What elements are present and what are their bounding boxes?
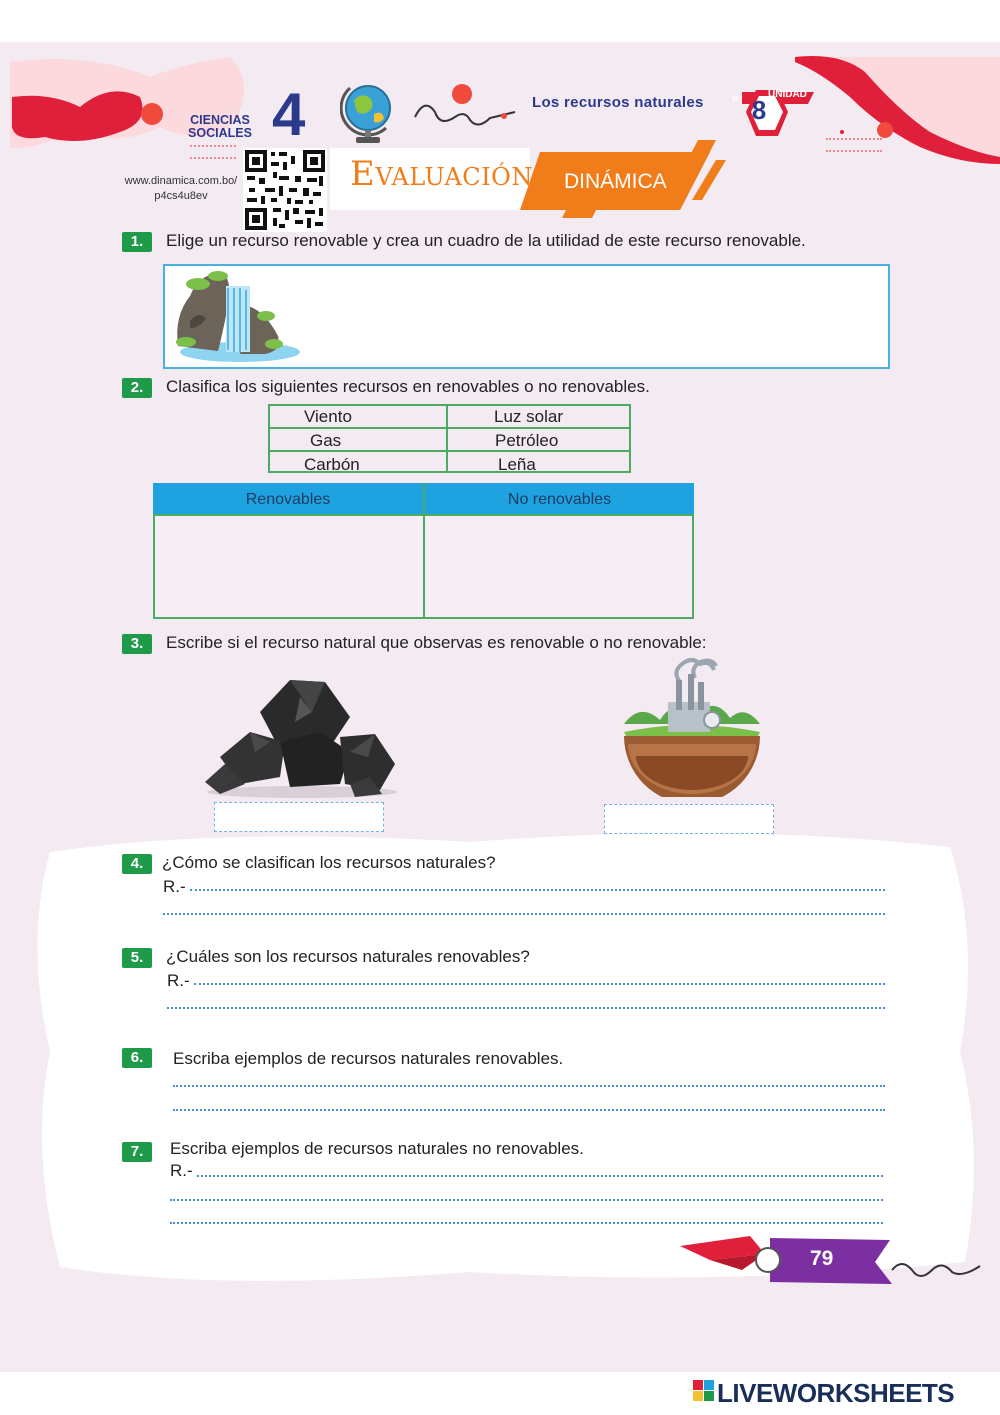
answer-prefix-4: R.- xyxy=(163,877,186,896)
resource-item[interactable]: Petróleo xyxy=(495,431,559,450)
question-text-7: Escriba ejemplos de recursos naturales no renovables. xyxy=(170,1139,584,1158)
answer-input-factory[interactable] xyxy=(604,804,774,834)
url-text xyxy=(120,174,242,204)
question-number-1: 1. xyxy=(122,232,152,252)
question-text-3: Escribe si el recurso natural que observas es renovable o no renovable: xyxy=(166,633,707,652)
answer-line-5a[interactable] xyxy=(194,983,885,985)
answer-line-7c[interactable] xyxy=(170,1222,883,1224)
resources-table-divider xyxy=(446,404,448,473)
worksheet-page xyxy=(0,42,1000,1372)
question-number-7: 7. xyxy=(122,1142,152,1162)
swirl-decoration xyxy=(410,82,520,132)
answer-prefix-5: R.- xyxy=(167,971,190,990)
question-text-1: Elige un recurso renovable y crea un cuadro de la utilidad de este recurso renovable. xyxy=(166,231,806,250)
grade-number: 4 xyxy=(272,81,306,148)
answer-line-6b[interactable] xyxy=(173,1109,885,1111)
resource-item[interactable]: Luz solar xyxy=(494,407,563,426)
answer-line-7b[interactable] xyxy=(170,1199,883,1201)
qr-code[interactable] xyxy=(243,148,327,232)
subject-line1: CIENCIAS xyxy=(190,113,250,127)
coal-icon xyxy=(200,672,405,802)
resource-item[interactable]: Leña xyxy=(498,455,536,474)
answer-line-6a[interactable] xyxy=(173,1085,885,1087)
factory-earth-icon xyxy=(620,652,765,797)
resources-table-rowline xyxy=(268,427,631,429)
answer-line-4b[interactable] xyxy=(163,913,885,915)
question-text-4: ¿Cómo se clasifican los recursos naturales? xyxy=(162,853,496,872)
globe-icon xyxy=(340,80,396,146)
resource-item[interactable]: Viento xyxy=(304,407,352,426)
page-number: 79 xyxy=(810,1247,834,1270)
question-text-6: Escriba ejemplos de recursos naturales renovables. xyxy=(173,1049,564,1068)
liveworksheets-text: LIVEWORKSHEETS xyxy=(717,1378,955,1408)
page-number-ribbon xyxy=(680,1230,990,1296)
svg-text:»: » xyxy=(732,91,739,105)
question-number-3: 3. xyxy=(122,634,152,654)
drop-zone-renovables[interactable] xyxy=(156,518,421,616)
question-number-6: 6. xyxy=(122,1048,152,1068)
drop-zone-no-renovables[interactable] xyxy=(427,518,691,616)
waterfall-icon xyxy=(170,266,302,366)
url-line2: p4cs4u8ev xyxy=(154,190,208,202)
title-evaluacion: Evaluación xyxy=(350,154,533,194)
dots-decoration-right xyxy=(826,138,882,152)
unit-label: UNIDAD xyxy=(768,89,807,100)
dots-decoration xyxy=(190,145,236,159)
answer-input-coal[interactable] xyxy=(214,802,384,832)
title-dinamica: DINÁMICA xyxy=(564,170,667,193)
topic-title: Los recursos naturales xyxy=(532,94,704,111)
question-number-2: 2. xyxy=(122,378,152,398)
question-text-2: Clasifica los siguientes recursos en renovables o no renovables. xyxy=(166,377,650,396)
resource-item[interactable]: Carbón xyxy=(304,455,360,474)
question-number-5: 5. xyxy=(122,948,152,968)
answer-line-5b[interactable] xyxy=(167,1007,885,1009)
answer-line-4a[interactable] xyxy=(190,889,885,891)
liveworksheets-icon xyxy=(693,1380,715,1402)
question-text-5: ¿Cuáles son los recursos naturales renovables? xyxy=(166,947,530,966)
unit-number: 8 xyxy=(751,95,767,125)
column-header-renovables: Renovables xyxy=(245,491,331,508)
url-line1: www.dinamica.com.bo/ xyxy=(124,175,238,187)
answer-prefix-7: R.- xyxy=(170,1161,193,1180)
column-header-no-renovables: No renovables xyxy=(507,491,612,508)
answer-line-7a[interactable] xyxy=(197,1175,883,1177)
subject-line2: SOCIALES xyxy=(188,126,252,140)
question-number-4: 4. xyxy=(122,854,152,874)
subject-label xyxy=(180,114,260,140)
resource-item[interactable]: Gas xyxy=(310,431,342,450)
